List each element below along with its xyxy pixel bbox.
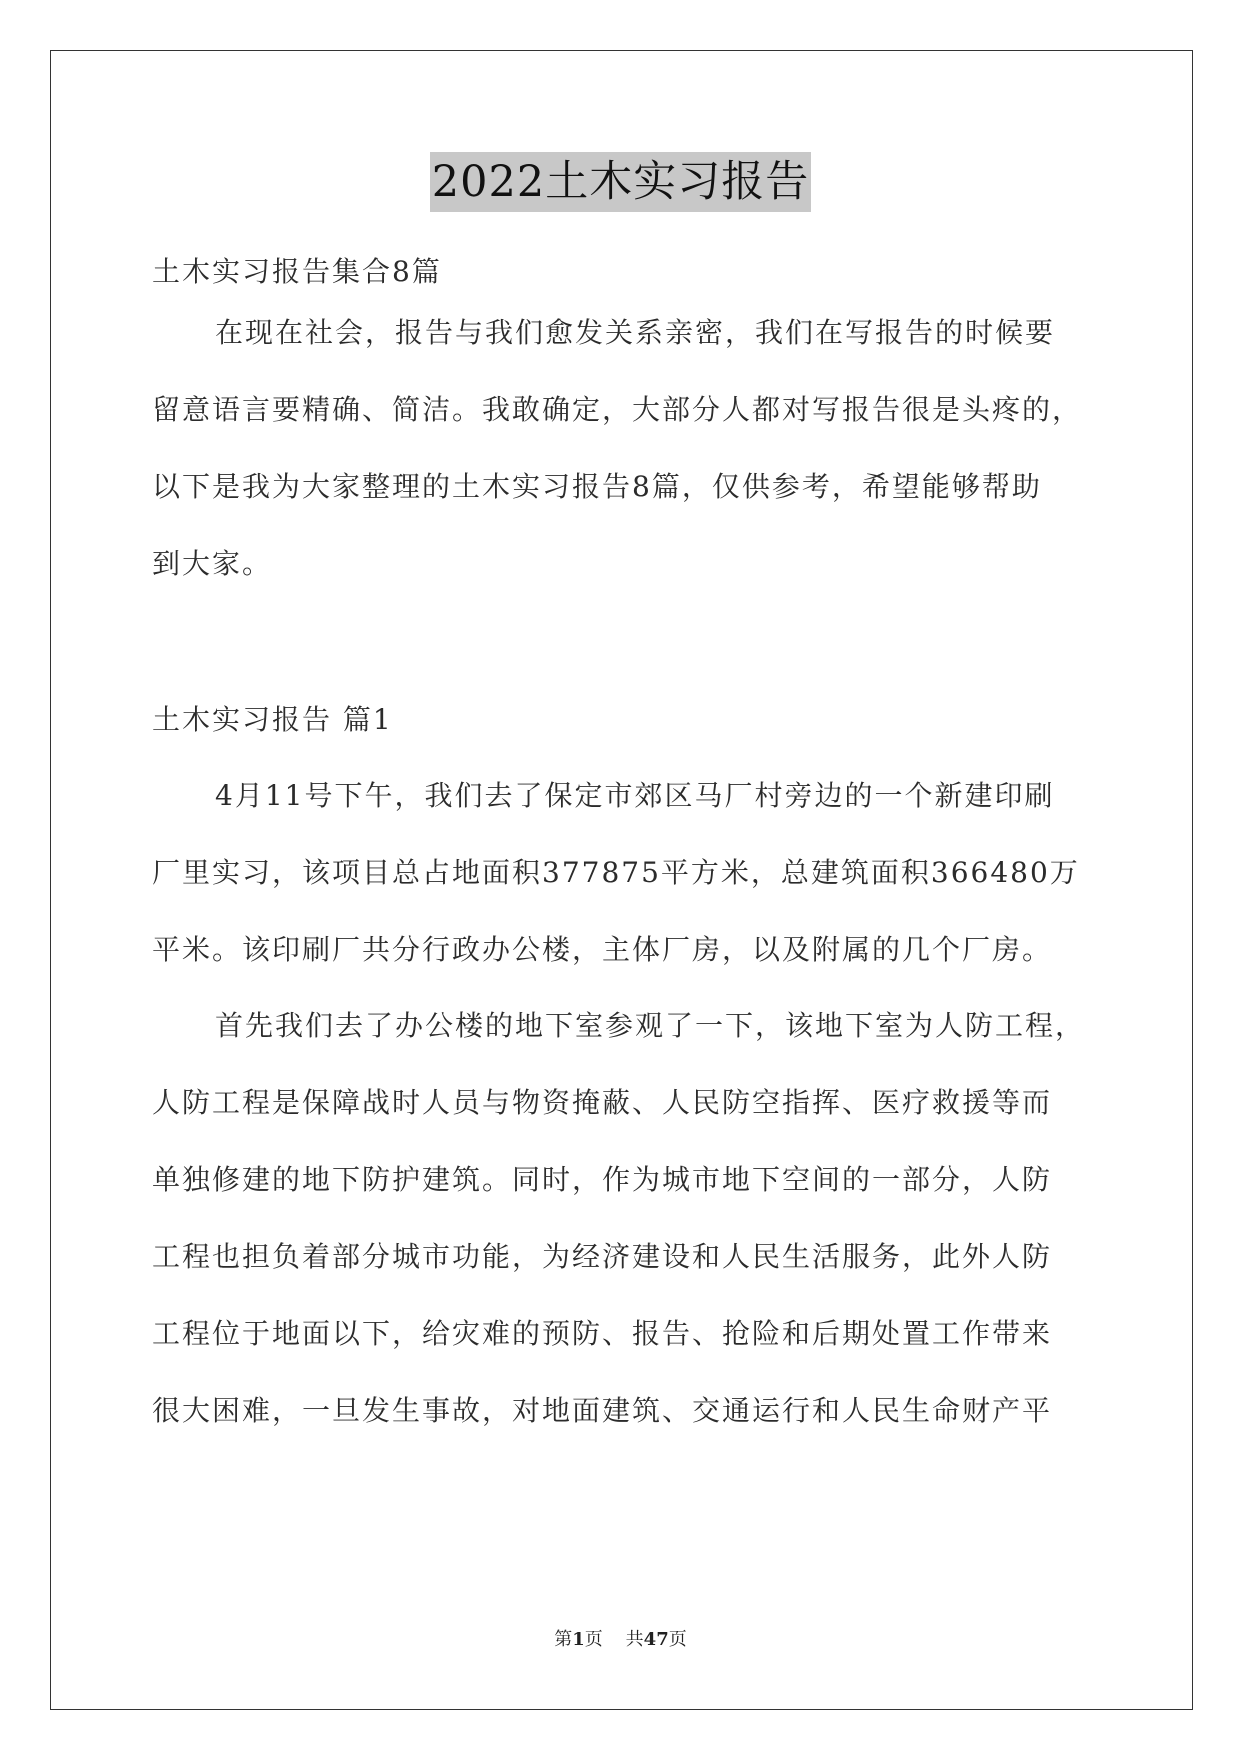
intro-line: 到大家。 xyxy=(152,547,273,580)
document-subtitle: 土木实习报告集合8篇 xyxy=(152,255,442,288)
title-container xyxy=(0,152,1241,212)
paragraph-line: 厂里实习，该项目总占地面积377875平方米，总建筑面积366480万 xyxy=(152,856,1080,889)
paragraph-line: 首先我们去了办公楼的地下室参观了一下，该地下室为人防工程， xyxy=(215,1009,1086,1042)
paragraph-line: 人防工程是保障战时人员与物资掩蔽、人民防空指挥、医疗救援等而 xyxy=(152,1086,1053,1119)
paragraph-line: 单独修建的地下防护建筑。同时，作为城市地下空间的一部分，人防 xyxy=(152,1163,1053,1196)
paragraph-line: 工程也担负着部分城市功能，为经济建设和人民生活服务，此外人防 xyxy=(152,1240,1053,1273)
paragraph-line: 平米。该印刷厂共分行政办公楼，主体厂房，以及附属的几个厂房。 xyxy=(152,933,1053,966)
intro-line: 以下是我为大家整理的土木实习报告8篇，仅供参考，希望能够帮助 xyxy=(152,470,1042,503)
section-heading: 土木实习报告 篇1 xyxy=(152,703,393,736)
total-pages: 47 xyxy=(643,1629,669,1650)
page-footer xyxy=(0,1628,1241,1652)
page-number: 1 xyxy=(572,1629,585,1650)
paragraph-line: 4月11号下午，我们去了保定市郊区马厂村旁边的一个新建印刷 xyxy=(215,779,1055,812)
footer-page-suffix: 页 xyxy=(584,1629,603,1650)
footer-prefix: 第 xyxy=(554,1629,573,1650)
footer-total-prefix: 共 xyxy=(625,1629,644,1650)
intro-line: 在现在社会，报告与我们愈发关系亲密，我们在写报告的时候要 xyxy=(215,316,1056,349)
paragraph-line: 工程位于地面以下，给灾难的预防、报告、抢险和后期处置工作带来 xyxy=(152,1317,1053,1350)
footer-total-suffix: 页 xyxy=(668,1629,687,1650)
intro-line: 留意语言要精确、简洁。我敢确定，大部分人都对写报告很是头疼的， xyxy=(152,393,1083,426)
paragraph-line: 很大困难，一旦发生事故，对地面建筑、交通运行和人民生命财产平 xyxy=(152,1394,1053,1427)
document-title: 2022土木实习报告 xyxy=(430,152,811,212)
